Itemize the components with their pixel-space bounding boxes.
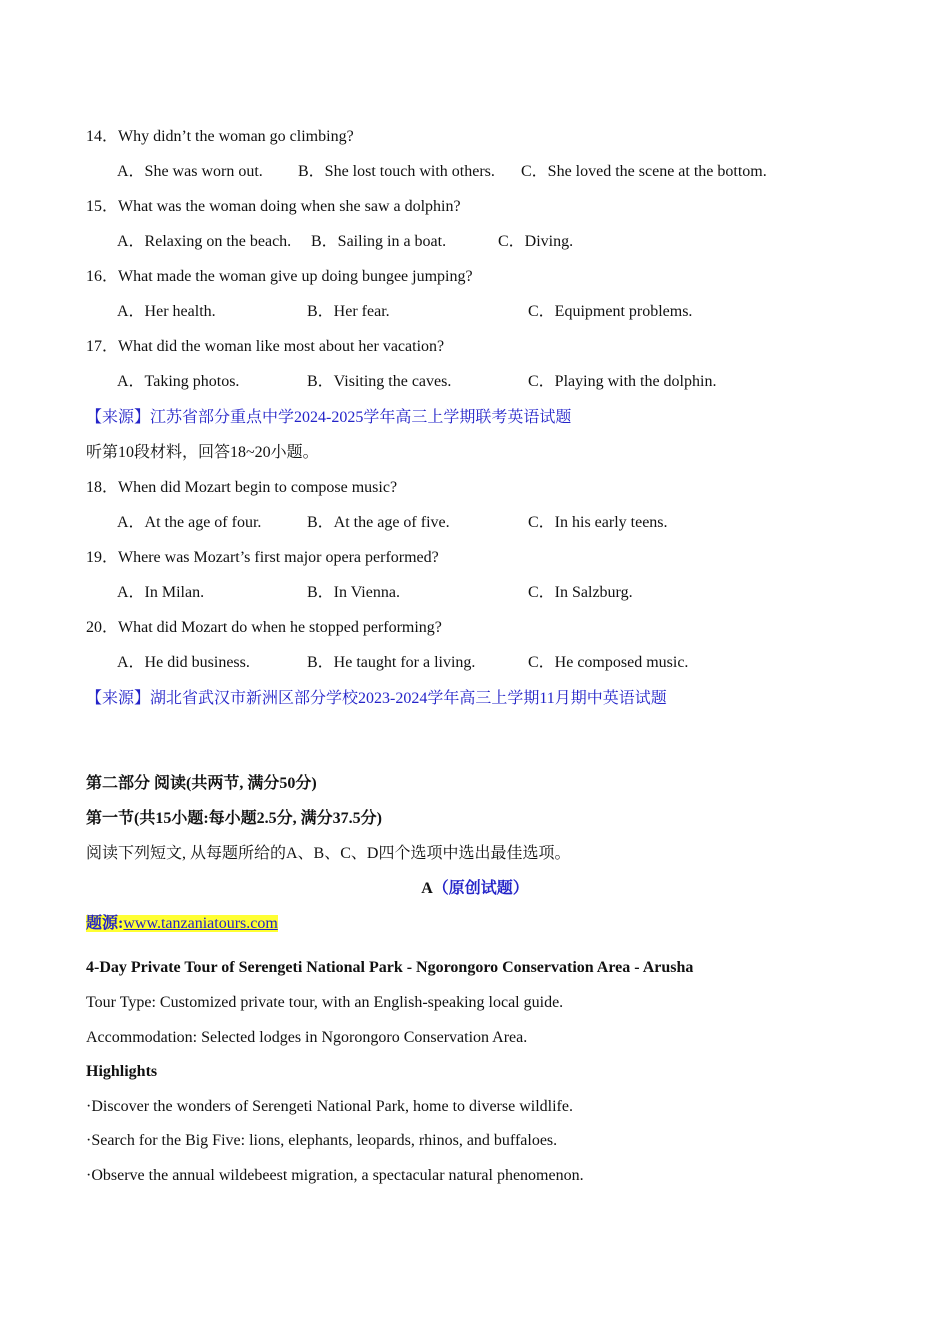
question-15: 15．What was the woman doing when she saw a dolphin? bbox=[86, 198, 461, 215]
source-note-2: 【来源】湖北省武汉市新洲区部分学校2023-2024学年高三上学期11月期中英语试题 bbox=[86, 690, 667, 707]
passage-heading bbox=[0, 879, 950, 899]
q16-option-a: A．Her health. bbox=[117, 303, 216, 320]
q14-option-c: C．She loved the scene at the bottom. bbox=[521, 163, 767, 180]
q18-option-c: C．In his early teens. bbox=[528, 514, 668, 531]
q14-option-a: A．She was worn out. bbox=[117, 163, 263, 180]
section-one-title: 第一节(共15小题:每小题2.5分, 满分37.5分) bbox=[86, 810, 382, 827]
topic-source bbox=[86, 914, 278, 934]
tour-title: 4-Day Private Tour of Serengeti National Park - Ngorongoro Conservation Area - Arusha bbox=[86, 959, 694, 976]
q20-option-c: C．He composed music. bbox=[528, 654, 689, 671]
q19-option-c: C．In Salzburg. bbox=[528, 584, 633, 601]
topic-source-link[interactable]: www.tanzaniatours.com bbox=[123, 915, 278, 932]
question-18: 18．When did Mozart begin to compose music? bbox=[86, 479, 398, 496]
q20-option-a: A．He did business. bbox=[117, 654, 250, 671]
q19-option-a: A．In Milan. bbox=[117, 584, 205, 601]
source-note-1: 【来源】江苏省部分重点中学2024-2025学年高三上学期联考英语试题 bbox=[86, 409, 572, 426]
question-17: 17．What did the woman like most about her vacation? bbox=[86, 338, 445, 355]
q17-option-c: C．Playing with the dolphin. bbox=[528, 373, 717, 390]
question-14: 14．Why didn’t the woman go climbing? bbox=[86, 128, 354, 145]
q15-option-c: C．Diving. bbox=[498, 233, 574, 250]
q15-option-a: A．Relaxing on the beach. bbox=[117, 233, 292, 250]
q19-option-b: B．In Vienna. bbox=[307, 584, 400, 601]
highlight-item: ·Observe the annual wildebeest migration, a spectacular natural phenomenon. bbox=[86, 1167, 584, 1184]
q15-option-b: B．Sailing in a boat. bbox=[311, 233, 447, 250]
q20-option-b: B．He taught for a living. bbox=[307, 654, 476, 671]
highlight-item: ·Search for the Big Five: lions, elephants, leopards, rhinos, and buffaloes. bbox=[86, 1132, 558, 1149]
q16-option-b: B．Her fear. bbox=[307, 303, 390, 320]
highlights-title: Highlights bbox=[86, 1063, 158, 1080]
highlight-item: ·Discover the wonders of Serengeti National Park, home to diverse wildlife. bbox=[86, 1098, 573, 1115]
reading-instruction: 阅读下列短文, 从每题所给的A、B、C、D四个选项中选出最佳选项。 bbox=[86, 845, 571, 862]
topic-source-label: 题源: bbox=[86, 915, 124, 932]
q17-option-a: A．Taking photos. bbox=[117, 373, 240, 390]
part-two-title: 第二部分 阅读(共两节, 满分50分) bbox=[86, 775, 317, 792]
original-question-label: （原创试题） bbox=[432, 880, 529, 897]
question-20: 20．What did Mozart do when he stopped performing? bbox=[86, 619, 442, 636]
passage-label-a: A bbox=[421, 880, 433, 897]
question-16: 16．What made the woman give up doing bungee jumping? bbox=[86, 268, 473, 285]
listening-instruction: 听第10段材料，回答18~20小题。 bbox=[86, 444, 319, 461]
q14-option-b: B．She lost touch with others. bbox=[298, 163, 495, 180]
question-19: 19．Where was Mozart’s first major opera performed? bbox=[86, 549, 439, 566]
q18-option-b: B．At the age of five. bbox=[307, 514, 450, 531]
q18-option-a: A．At the age of four. bbox=[117, 514, 262, 531]
q17-option-b: B．Visiting the caves. bbox=[307, 373, 452, 390]
q16-option-c: C．Equipment problems. bbox=[528, 303, 693, 320]
tour-type: Tour Type: Customized private tour, with an English-speaking local guide. bbox=[86, 994, 564, 1011]
accommodation: Accommodation: Selected lodges in Ngorongoro Conservation Area. bbox=[86, 1029, 528, 1046]
